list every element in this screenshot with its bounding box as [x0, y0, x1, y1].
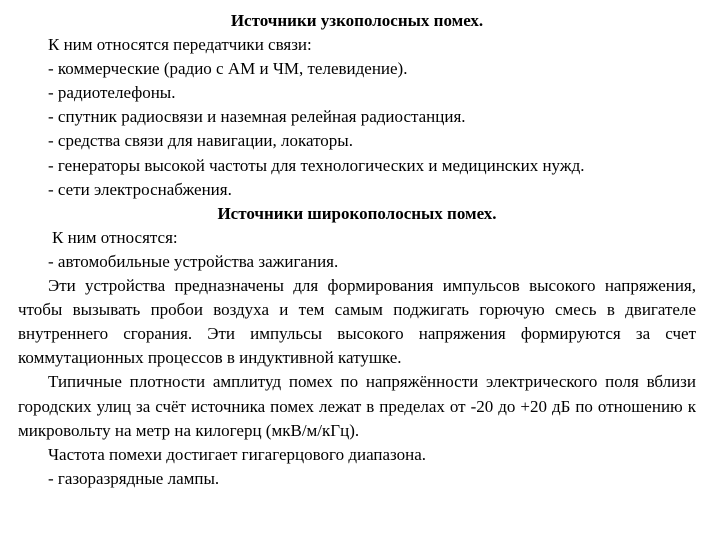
narrowband-intro: К ним относятся передатчики связи:: [48, 35, 312, 55]
narrowband-item-radiophones: - радиотелефоны.: [48, 83, 176, 103]
narrowband-title: Источники узкополосных помех.: [230, 11, 484, 30]
document-page: [18, 9, 696, 491]
density-paragraph: Типичные плотности амплитуд помех по напряжённости электрического поля вблизи городских улиц за счёт источника помех лежат в пределах от -20 до +20 дБ по отношению к микровольту на метр на килогерц (мкВ/м/кГц).: [18, 372, 696, 440]
narrowband-item-generators: - генераторы высокой частоты для технологических и медицинских нужд.: [48, 155, 585, 175]
frequency-line: Частота помехи достигает гигагерцового диапазона.: [48, 444, 427, 464]
narrowband-item-commercial: - коммерческие (радио с АМ и ЧМ, телевидение).: [48, 59, 408, 79]
narrowband-item-power-grid: - сети электроснабжения.: [48, 179, 232, 199]
narrowband-item-navigation: - средства связи для навигации, локаторы.: [48, 131, 353, 151]
ignition-paragraph: Эти устройства предназначены для формирования импульсов высокого напряжения, чтобы вызывать пробои воздуха и тем самым поджигать горючую смесь в двигателе внутреннего сгорания. Эти импульсы высокого напряжения формируются за счет коммутационных процессов в индуктивной катушке.: [18, 276, 696, 368]
broadband-item-lamps: - газоразрядные лампы.: [48, 468, 220, 488]
broadband-intro: К ним относятся:: [52, 227, 178, 247]
broadband-title: Источники широкополосных помех.: [217, 203, 497, 223]
narrowband-item-satellite: - спутник радиосвязи и наземная релейная радиостанция.: [48, 107, 466, 127]
broadband-item-ignition: - автомобильные устройства зажигания.: [48, 251, 339, 271]
